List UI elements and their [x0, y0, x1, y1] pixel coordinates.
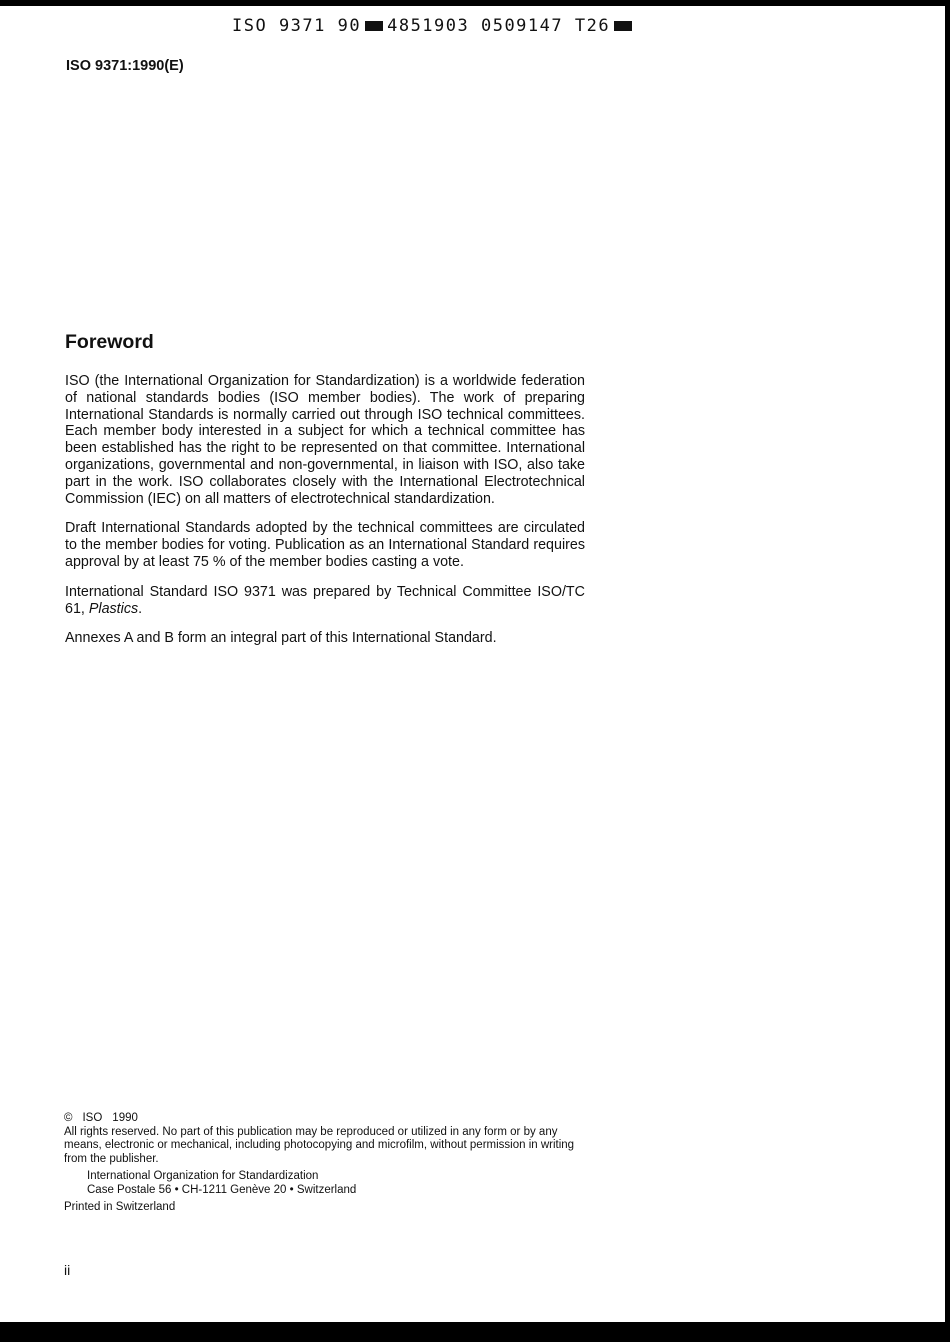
rights-statement: All rights reserved. No part of this publication may be reproduced or utilized in any form or by any means, electronic or mechanical, including photocopying and microfilm, without permission in writing from the publisher.	[64, 1125, 575, 1165]
foreword-paragraph-1: ISO (the International Organization for Standardization) is a worldwide federation of national standards bodies (ISO member bodies). The work of preparing International Standards is normally carried out through ISO technical committees. Each member body interested in a subject for which a technical committee has been established has the right to be represented on that committee. International organizations, governmental and non-governmental, in liaison with ISO, also take part in the work. ISO collaborates closely with the International Electrotechnical Commission (IEC) on all matters of electrotechnical standardization.	[65, 373, 585, 507]
publisher-address	[87, 1170, 589, 1197]
copyright-year: 1990	[112, 1112, 138, 1124]
barcode-block-2	[614, 21, 632, 31]
address-line-1: International Organization for Standardization	[87, 1170, 319, 1182]
document-page	[0, 6, 945, 1322]
foreword-title: Foreword	[65, 331, 154, 353]
copyright-symbol: ©	[64, 1112, 73, 1124]
foreword-body	[65, 373, 585, 660]
foreword-paragraph-2: Draft International Standards adopted by the technical committees are circulated to the member bodies for voting. Publication as an International Standard requires approval by at least 75 % of the member bodies casting a vote.	[65, 520, 585, 570]
foreword-paragraph-3	[65, 584, 585, 618]
copyright-line	[64, 1112, 589, 1126]
copyright-footer	[64, 1112, 589, 1215]
paragraph-3-end: .	[138, 600, 143, 617]
barcode-text-2: 4851903 0509147 T26	[387, 16, 611, 36]
barcode-header	[232, 16, 636, 36]
barcode-text-1: ISO 9371 90	[232, 16, 362, 36]
document-id: ISO 9371:1990(E)	[66, 58, 184, 74]
paragraph-3-text: International Standard ISO 9371 was prepared by Technical Committee ISO/TC 61,	[65, 583, 585, 617]
address-line-2: Case Postale 56 • CH-1211 Genève 20 • Switzerland	[87, 1183, 357, 1196]
printed-in: Printed in Switzerland	[64, 1201, 176, 1213]
committee-name: Plastics	[88, 600, 139, 617]
copyright-org: ISO	[82, 1112, 103, 1124]
page-number: ii	[64, 1262, 71, 1278]
foreword-paragraph-4: Annexes A and B form an integral part of this International Standard.	[65, 630, 497, 647]
barcode-block-1	[365, 21, 383, 31]
